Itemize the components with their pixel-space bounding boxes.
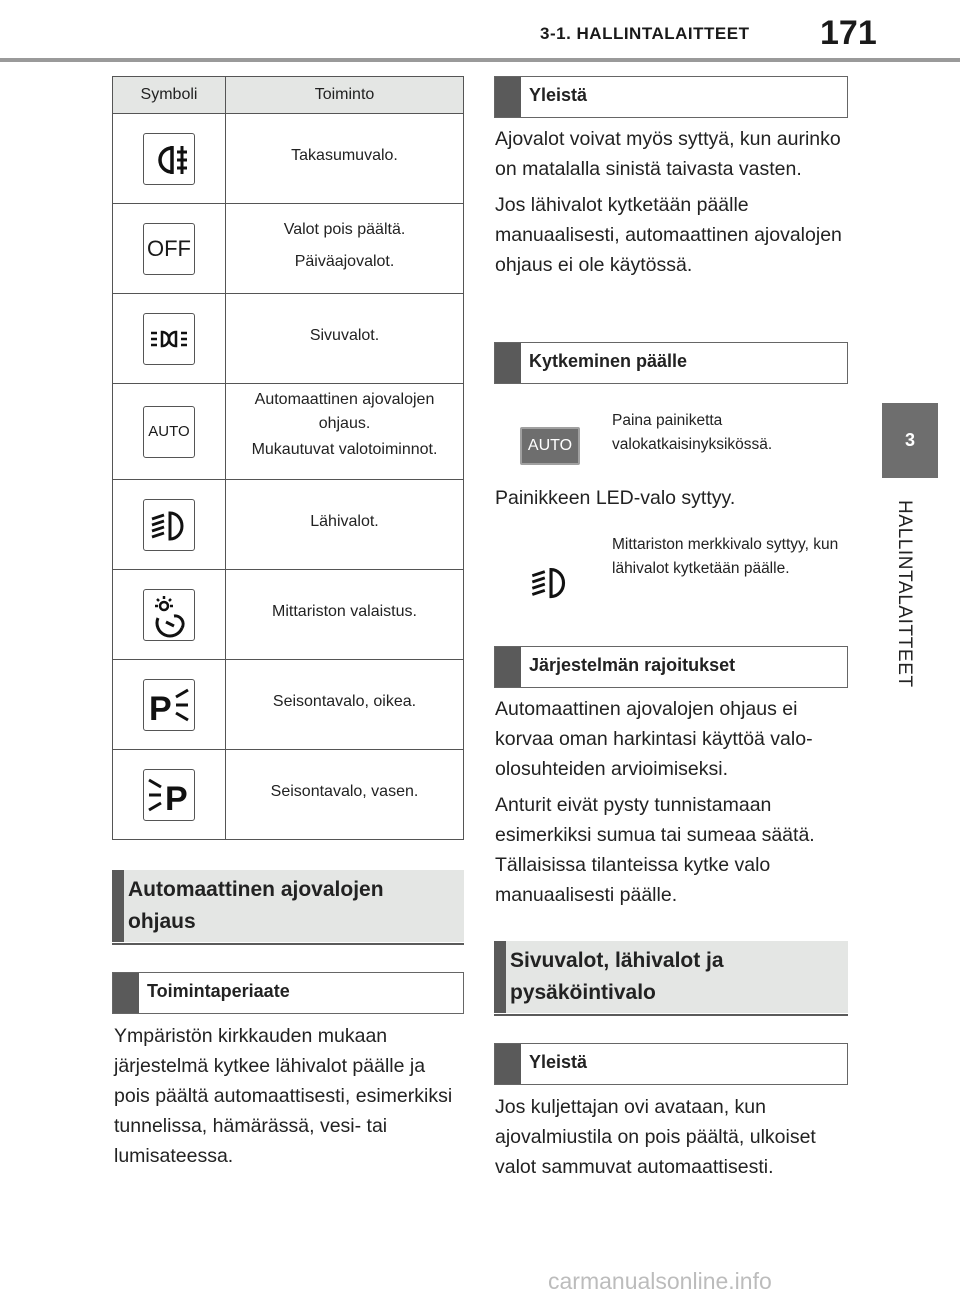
heading-underline <box>494 1014 848 1016</box>
table-row <box>113 570 464 660</box>
row-text: Päiväajovalot. <box>294 253 395 270</box>
paragraph-text: Automaattinen ajovalojen ohjaus ei korvaa oman harkintasi käyttöä valo-olosuhteiden arvioimiseksi. <box>495 698 813 780</box>
auto-icon-text: AUTO <box>148 423 190 440</box>
auto-icon <box>143 406 195 458</box>
table-row <box>113 384 464 480</box>
heading-auto-headlights <box>112 870 464 942</box>
subheading-text: Kytkeminen päälle <box>529 351 688 371</box>
row-text: Valot pois päältä. <box>283 221 406 238</box>
principle-paragraph <box>114 1021 466 1177</box>
row-text: Takasumuvalo. <box>291 147 398 164</box>
off-icon <box>143 223 195 275</box>
heading-text: Automaattinen ajovalojen ohjaus <box>128 878 384 933</box>
table-row <box>113 204 464 294</box>
side-lights-icon <box>143 313 195 365</box>
header-rule <box>0 58 960 62</box>
subheading-limitations <box>494 646 848 688</box>
subheading-text: Järjestelmän rajoitukset <box>529 655 736 675</box>
rear-fog-light-icon <box>143 133 195 185</box>
subheading-bar <box>495 343 521 383</box>
heading-text: Sivuvalot, lähivalot ja pysäköintivalo <box>510 949 724 1004</box>
general-2-paragraph <box>495 1092 847 1188</box>
subheading-principle <box>112 972 464 1014</box>
table-row <box>113 480 464 570</box>
low-beam-icon <box>143 499 195 551</box>
parking-light-left-icon <box>143 769 195 821</box>
subheading-bar <box>495 1044 521 1084</box>
heading-side-low-parking <box>494 941 848 1013</box>
row-text: Lähivalot. <box>310 513 379 530</box>
row-text: Seisontavalo, oikea. <box>272 693 417 710</box>
general-paragraphs <box>495 124 847 286</box>
row-text: Mukautuvat valotoiminnot. <box>251 441 438 458</box>
subheading-general-2 <box>494 1043 848 1085</box>
paragraph-text: Ajovalot voivat myös syttyä, kun aurinko on matalalla sinistä taivasta vasten. <box>495 128 841 180</box>
page-number: 171 <box>820 14 877 52</box>
svg-text:P: P <box>149 689 172 728</box>
instrument-lighting-icon <box>143 589 195 641</box>
symbol-table <box>112 76 464 840</box>
watermark: carmanualsonline.info <box>548 1268 772 1294</box>
auto-button <box>520 427 580 465</box>
chapter-tab <box>882 403 938 478</box>
heading-bar <box>494 941 506 1013</box>
column-header-function: Toiminto <box>226 77 464 114</box>
low-beam-indicator-icon <box>524 556 576 608</box>
table-row <box>113 660 464 750</box>
subheading-text: Yleistä <box>529 1052 588 1072</box>
chapter-number: 3 <box>904 430 915 450</box>
heading-bar <box>112 870 124 942</box>
parking-light-right-icon <box>143 679 195 731</box>
limitations-paragraphs <box>495 694 847 916</box>
table-row <box>113 114 464 204</box>
led-text: Painikkeen LED-valo syttyy. <box>495 487 736 509</box>
subheading-switch-on <box>494 342 848 384</box>
auto-button-label: AUTO <box>527 437 573 454</box>
section-title: 3-1. HALLINTALAITTEET <box>540 24 750 43</box>
subheading-text: Yleistä <box>529 85 588 105</box>
row-text: Sivuvalot. <box>309 327 380 344</box>
row-text: Mittariston valaistus. <box>272 603 417 620</box>
paragraph-text: Jos lähivalot kytketään päälle manuaalisesti, automaattinen ajovalojen ohjaus ei ole käytössä. <box>495 194 842 276</box>
row-text: Automaattinen ajovalojen ohjaus. <box>254 391 435 432</box>
table-row <box>113 750 464 840</box>
subheading-text: Toimintaperiaate <box>147 981 290 1001</box>
subheading-bar <box>113 973 139 1013</box>
paragraph-text: Jos kuljettajan ovi avataan, kun ajovalmiustila on pois päältä, ulkoiset valot sammuvat automaattisesti. <box>495 1096 816 1178</box>
svg-text:P: P <box>165 779 188 818</box>
subheading-bar <box>495 77 521 117</box>
subheading-bar <box>495 647 521 687</box>
column-header-symbol: Symboli <box>113 77 226 114</box>
indicator-text: Mittariston merkkivalo syttyy, kun lähivalot kytketään päälle. <box>612 536 839 577</box>
chapter-label: HALLINTALAITTEET <box>894 500 915 688</box>
paragraph-text: Ympäristön kirkkauden mukaan järjestelmä kytkee lähivalot päälle ja pois päältä automaattisesti, esimerkiksi tunnelissa, hämärässä, vesi- tai lumisateessa. <box>114 1025 453 1167</box>
auto-button-text: Paina painiketta valokatkaisinyksikössä. <box>612 412 773 453</box>
table-header-row <box>113 77 464 114</box>
table-row <box>113 294 464 384</box>
row-text: Seisontavalo, vasen. <box>270 783 419 800</box>
off-icon-text: OFF <box>147 235 191 261</box>
subheading-general <box>494 76 848 118</box>
heading-underline <box>112 943 464 945</box>
paragraph-text: Anturit eivät pysty tunnistamaan esimerkiksi sumua tai sumeaa säätä. Tällaisissa tilanteissa kytke valo manuaalisesti päälle. <box>495 794 815 906</box>
